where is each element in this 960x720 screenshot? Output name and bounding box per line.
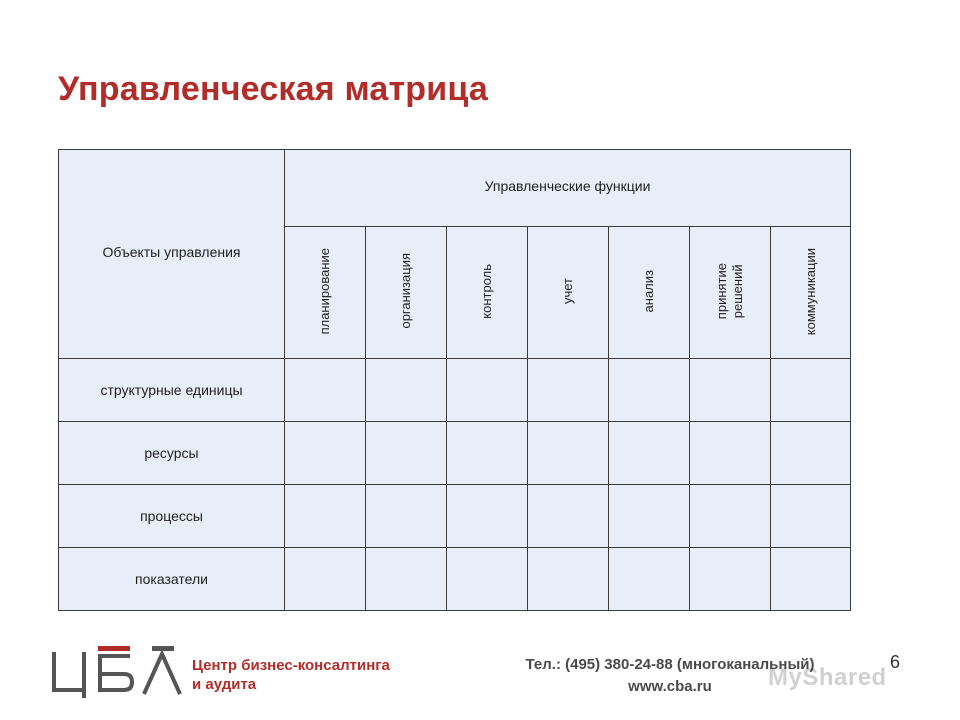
matrix-cell [609, 422, 690, 485]
matrix-cell [690, 422, 771, 485]
function-column-header: принятие решений [690, 227, 771, 359]
function-column-header: контроль [447, 227, 528, 359]
matrix-cell [771, 359, 851, 422]
row-label: процессы [59, 485, 285, 548]
matrix-cell [690, 359, 771, 422]
phone-number: Тел.: (495) 380-24-88 (многоканальный) [525, 656, 815, 673]
matrix-cell [771, 422, 851, 485]
page-number: 6 [890, 652, 901, 672]
company-name: Центр бизнес-консалтинга и аудита [192, 657, 390, 693]
matrix-cell [285, 422, 366, 485]
matrix-cell [285, 485, 366, 548]
matrix-cell [285, 359, 366, 422]
function-column-header: коммуникации [771, 227, 851, 359]
matrix-cell [528, 422, 609, 485]
function-column-header: анализ [609, 227, 690, 359]
matrix-cell [528, 548, 609, 611]
function-column-header: планирование [285, 227, 366, 359]
matrix-cell [366, 359, 447, 422]
slide-title: Управленческая матрица [58, 70, 488, 108]
table-row [59, 485, 851, 548]
functions-header: Управленческие функции [285, 150, 851, 227]
management-matrix-table [58, 149, 851, 611]
row-label: ресурсы [59, 422, 285, 485]
matrix-cell [447, 422, 528, 485]
matrix-cell [447, 359, 528, 422]
table-row [59, 548, 851, 611]
row-label: показатели [59, 548, 285, 611]
matrix-cell [366, 485, 447, 548]
matrix-cell [609, 548, 690, 611]
matrix-cell [609, 485, 690, 548]
function-column-header: организация [366, 227, 447, 359]
matrix-cell [771, 485, 851, 548]
matrix-cell [690, 548, 771, 611]
matrix-cell [447, 485, 528, 548]
table-row [59, 422, 851, 485]
matrix-cell [609, 359, 690, 422]
website-link[interactable]: www.cba.ru [628, 678, 712, 695]
matrix-cell [366, 548, 447, 611]
row-label: структурные единицы [59, 359, 285, 422]
objects-header: Объекты управления [59, 150, 285, 359]
table-row [59, 359, 851, 422]
matrix-cell [285, 548, 366, 611]
matrix-cell [528, 359, 609, 422]
watermark: MyShared [768, 664, 887, 691]
matrix-cell [447, 548, 528, 611]
matrix-cell [528, 485, 609, 548]
matrix-cell [771, 548, 851, 611]
matrix-cell [366, 422, 447, 485]
function-column-header: учет [528, 227, 609, 359]
matrix-cell [690, 485, 771, 548]
cba-logo [48, 644, 188, 700]
